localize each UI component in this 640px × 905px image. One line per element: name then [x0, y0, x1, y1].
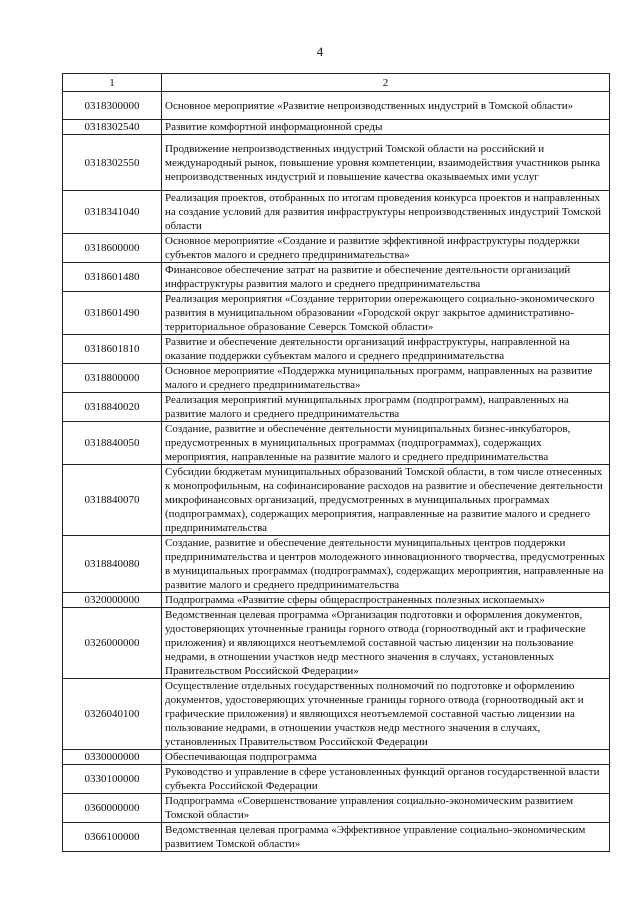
description-cell: Реализация проектов, отобранных по итогам проведения конкурса проектов и направленных на создание условий для развития инфраструктуры непроизводственных индустрий Томской области	[162, 191, 610, 234]
code-cell: 0318302550	[63, 135, 162, 191]
description-cell: Ведомственная целевая программа «Организация подготовки и оформления документов, удостоверяющих уточненные границы горного отвода (горноотводный акт и графические приложения) и являющихся неотъемлемой составной частью лицензии на пользование недрами, в отношении участков недр местного значения в случаях, установленных Правительством Российской Федерации»	[162, 608, 610, 679]
description-cell: Основное мероприятие «Поддержка муниципальных программ, направленных на развитие малого и среднего предпринимательства»	[162, 364, 610, 393]
description-cell: Осуществление отдельных государственных полномочий по подготовке и оформлению документов, удостоверяющих уточненные границы горного отвода (горноотводный акт и графические приложения) и являющихся неотъемлемой составной частью лицензии на пользование недрами, в отношении участков недр местного значения в случаях, установленных Правительством Российской Федерации	[162, 679, 610, 750]
code-cell: 0318601810	[63, 335, 162, 364]
page-number: 4	[316, 44, 324, 59]
table-row	[63, 593, 610, 608]
code-cell: 0318341040	[63, 191, 162, 234]
code-cell: 0326040100	[63, 679, 162, 750]
table-row	[63, 92, 610, 120]
table-row	[63, 263, 610, 292]
code-cell: 0360000000	[63, 794, 162, 823]
description-cell: Подпрограмма «Развитие сферы общераспространенных полезных ископаемых»	[162, 593, 610, 608]
code-cell: 0366100000	[63, 823, 162, 852]
description-cell: Руководство и управление в сфере установленных функций органов государственной власти субъекта Российской Федерации	[162, 765, 610, 794]
table-row	[63, 608, 610, 679]
description-cell: Финансовое обеспечение затрат на развитие и обеспечение деятельности организаций инфраструктуры развития малого и среднего предпринимательства	[162, 263, 610, 292]
code-cell: 0318840080	[63, 536, 162, 593]
table-row	[63, 823, 610, 852]
table-row	[63, 335, 610, 364]
code-cell: 0320000000	[63, 593, 162, 608]
description-cell: Реализация мероприятий муниципальных программ (подпрограмм), направленных на развитие малого и среднего предпринимательства	[162, 393, 610, 422]
code-cell: 0318840050	[63, 422, 162, 465]
code-cell: 0318300000	[63, 92, 162, 120]
code-cell: 0318601490	[63, 292, 162, 335]
code-cell: 0330100000	[63, 765, 162, 794]
code-cell: 0318840020	[63, 393, 162, 422]
code-cell: 0318840070	[63, 465, 162, 536]
description-cell: Основное мероприятие «Создание и развитие эффективной инфраструктуры поддержки субъектов малого и среднего предпринимательства»	[162, 234, 610, 263]
code-cell: 0318600000	[63, 234, 162, 263]
code-cell: 0318601480	[63, 263, 162, 292]
description-cell: Субсидии бюджетам муниципальных образований Томской области, в том числе отнесенных к монопрофильным, на софинансирование расходов на развитие и обеспечение деятельности микрофинансовых организаций, предусмотренных в муниципальных программах (подпрограммах), содержащих мероприятия, направленные на развитие малого и среднего предпринимательства	[162, 465, 610, 536]
header-col-2: 2	[162, 74, 610, 92]
code-cell: 0326000000	[63, 608, 162, 679]
description-cell: Ведомственная целевая программа «Эффективное управление социально-экономическим развитием Томской области»	[162, 823, 610, 852]
header-col-1: 1	[63, 74, 162, 92]
table-row	[63, 679, 610, 750]
table-row	[63, 750, 610, 765]
table-row	[63, 393, 610, 422]
description-cell: Развитие комфортной информационной среды	[162, 120, 610, 135]
budget-codes-table	[62, 73, 610, 852]
table-header-row	[63, 74, 610, 92]
description-cell: Продвижение непроизводственных индустрий Томской области на российский и международный рынок, повышение уровня компетенции, взаимодействия участников рынка непроизводственных индустрий и повышение качества оказываемых ими услуг	[162, 135, 610, 191]
table-row	[63, 292, 610, 335]
table-row	[63, 465, 610, 536]
table-row	[63, 120, 610, 135]
description-cell: Развитие и обеспечение деятельности организаций инфраструктуры, направленной на оказание поддержки субъектам малого и среднего предпринимательства	[162, 335, 610, 364]
table-row	[63, 364, 610, 393]
table-row	[63, 422, 610, 465]
description-cell: Основное мероприятие «Развитие непроизводственных индустрий в Томской области»	[162, 92, 610, 120]
code-cell: 0330000000	[63, 750, 162, 765]
code-cell: 0318800000	[63, 364, 162, 393]
description-cell: Создание, развитие и обеспечение деятельности муниципальных бизнес-инкубаторов, предусмотренных в муниципальных программах (подпрограммах), содержащих мероприятия, направленные на развитие малого и среднего предпринимательства	[162, 422, 610, 465]
description-cell: Подпрограмма «Совершенствование управления социально-экономическим развитием Томской области»	[162, 794, 610, 823]
table-row	[63, 536, 610, 593]
code-cell: 0318302540	[63, 120, 162, 135]
description-cell: Реализация мероприятия «Создание территории опережающего социально-экономического развития в муниципальном образовании «Городской округ закрытое административно-территориальное образование Северск Томской области»	[162, 292, 610, 335]
description-cell: Создание, развитие и обеспечение деятельности муниципальных центров поддержки предпринимательства и центров молодежного инновационного творчества, предусмотренных в муниципальных программах (подпрограммах), содержащих мероприятия, направленные на развитие малого и среднего предпринимательства	[162, 536, 610, 593]
table-row	[63, 794, 610, 823]
table-row	[63, 191, 610, 234]
table-row	[63, 234, 610, 263]
table-row	[63, 135, 610, 191]
table-row	[63, 765, 610, 794]
description-cell: Обеспечивающая подпрограмма	[162, 750, 610, 765]
